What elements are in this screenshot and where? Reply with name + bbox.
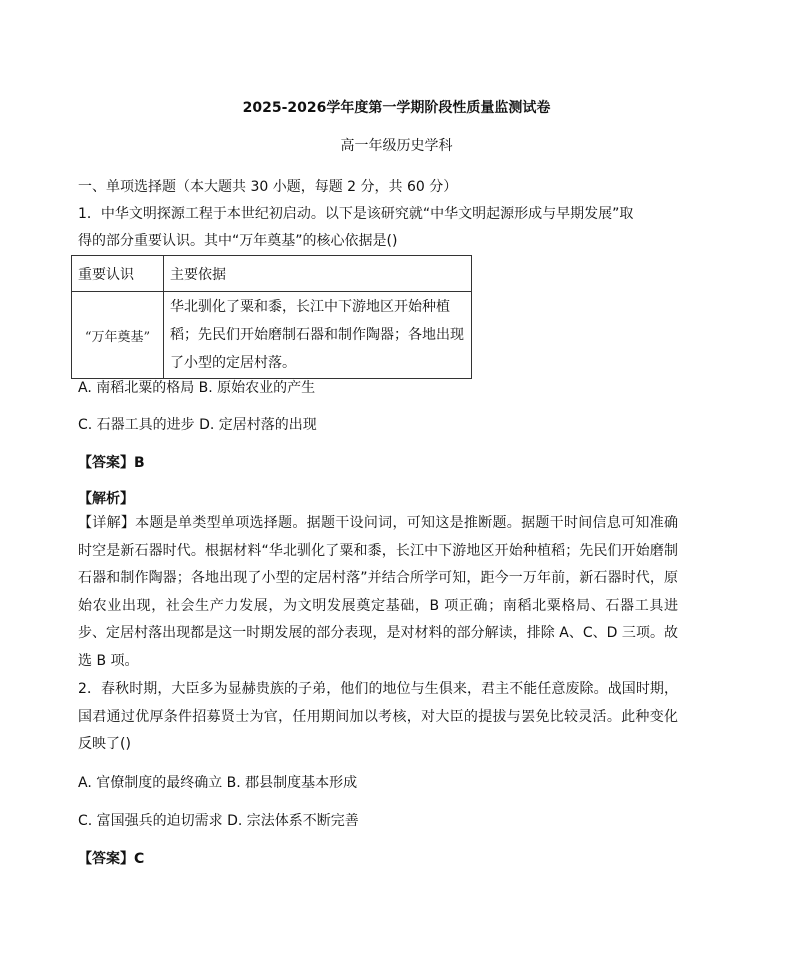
exam-title: 2025-2026学年度第一学期阶段性质量监测试卷 [242, 100, 551, 116]
answer-label: 【答案】 [78, 455, 134, 471]
q1-options-line1: A. 南稻北粟的格局 B. 原始农业的产生 [78, 380, 316, 396]
table-cell-label: “万年奠基” [72, 292, 164, 379]
exam-subtitle: 高一年级历史学科 [340, 138, 453, 154]
answer-value: B [134, 455, 145, 471]
q1-detail-paragraph: 【详解】本题是单类型单项选择题。据题干设问词，可知这是推断题。据题干时间信息可知准确时空是新石器时代。根据材料“华北驯化了粟和黍，长江中下游地区开始种植稻；先民们开始磨制石器和制作陶器；各地出现了小型的定居村落”并结合所学可知，距今一万年前，新石器时代，原始农业出现，社会生产力发展，为文明发展奠定基础，B 项正确；南稻北粟格局、石器工具进步、定居村落出现都是这一时期发展的部分表现，是对材料的部分解读，排除 A、C、D 三项。故选 B 项。 [78, 515, 678, 669]
q1-stem-line2: 得的部分重要认识。其中“万年奠基”的核心依据是() [78, 233, 398, 249]
q2-stem-paragraph: 2．春秋时期，大臣多为显赫贵族的子弟，他们的地位与生俱来，君主不能任意废除。战国时期，国君通过优厚条件招募贤士为官，任用期间加以考核，对大臣的提拔与罢免比较灵活。此种变化反映了() [78, 681, 678, 752]
answer-value: C [134, 851, 145, 867]
q1-stem-line1: 1．中华文明探源工程于本世纪初启动。以下是该研究就“中华文明起源形成与早期发展”取 [78, 206, 634, 222]
section-heading: 一、单项选择题（本大题共 30 小题，每题 2 分，共 60 分） [78, 179, 458, 195]
q2-answer [78, 848, 144, 868]
q1-options-line2: C. 石器工具的进步 D. 定居村落的出现 [78, 417, 317, 433]
q1-analysis-label: 【解析】 [78, 491, 134, 507]
q2-options-line2: C. 富国强兵的迫切需求 D. 宗法体系不断完善 [78, 813, 359, 829]
table-header-cell: 主要依据 [164, 256, 472, 292]
table-header-row [72, 256, 472, 292]
answer-label: 【答案】 [78, 851, 134, 867]
q1-answer [78, 452, 145, 472]
table-header-cell: 重要认识 [72, 256, 164, 292]
table-row [72, 292, 472, 379]
table-cell-basis: 华北驯化了粟和黍，长江中下游地区开始种植稻；先民们开始磨制石器和制作陶器；各地出现了小型的定居村落。 [164, 292, 472, 379]
q1-criteria-table [71, 255, 472, 379]
q2-options-line1: A. 官僚制度的最终确立 B. 郡县制度基本形成 [78, 775, 358, 791]
